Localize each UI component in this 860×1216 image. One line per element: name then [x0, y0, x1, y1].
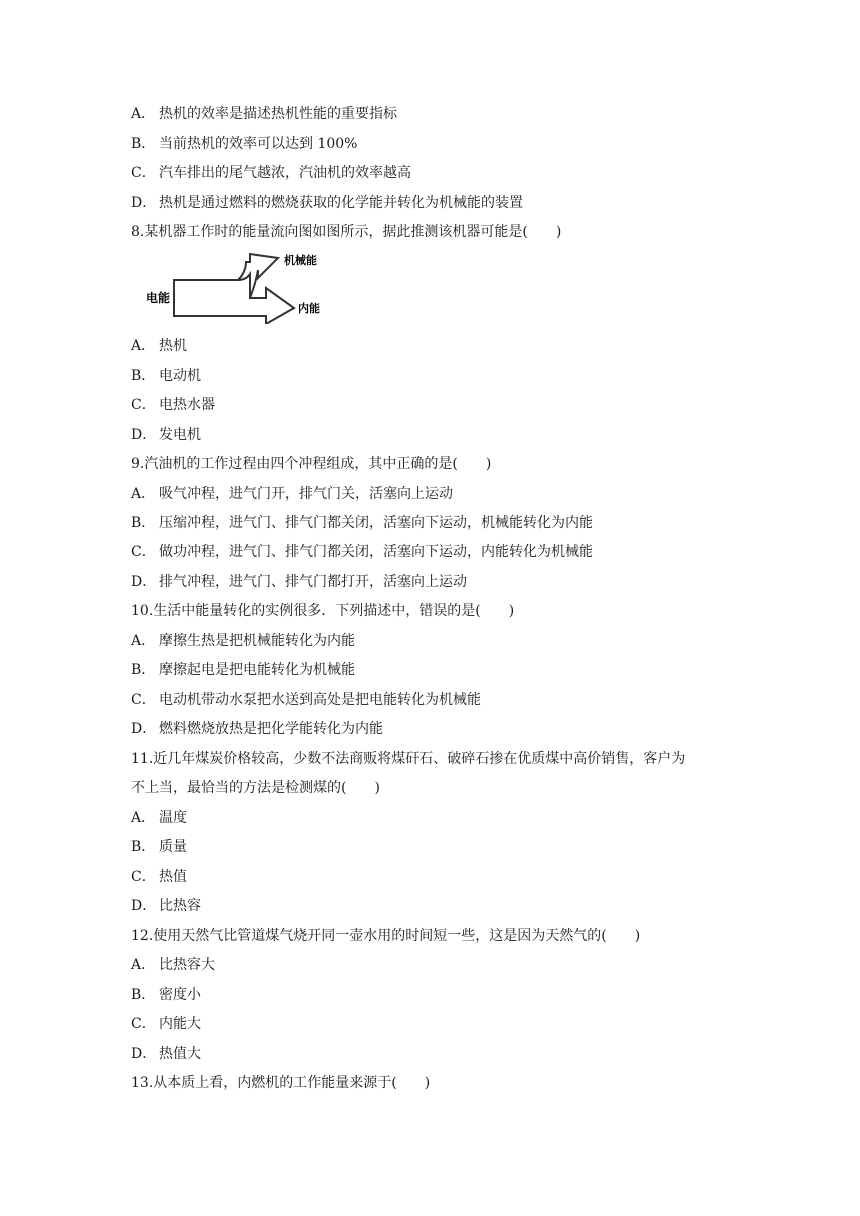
q10-option-d: [131, 719, 383, 739]
q11-option-c: [131, 867, 187, 887]
option-label: D．: [131, 195, 157, 211]
q9-option-a: [131, 484, 453, 504]
option-label: A．: [131, 338, 156, 354]
q7-option-c: [131, 163, 411, 183]
option-text: 热机的效率是描述热机性能的重要指标: [159, 106, 397, 122]
option-label: D．: [131, 1046, 157, 1062]
option-text: 质量: [159, 839, 187, 855]
option-label: B．: [131, 368, 156, 384]
q13-stem: 13.从本质上看，内燃机的工作能量来源于( ): [131, 1075, 431, 1091]
option-text: 内能大: [159, 1016, 201, 1032]
option-text: 发电机: [159, 427, 201, 443]
option-text: 吸气冲程，进气门开，排气门关，活塞向上运动: [159, 486, 453, 502]
q8-option-a: [131, 336, 187, 356]
q7-option-a: [131, 104, 397, 124]
option-label: C．: [131, 869, 156, 885]
option-label: C．: [131, 397, 156, 413]
q11-option-d: [131, 896, 201, 916]
q7-option-d: [131, 193, 523, 213]
option-label: A．: [131, 486, 156, 502]
q9-option-d: [131, 572, 467, 592]
q8-option-b: [131, 366, 201, 386]
option-label: C．: [131, 165, 156, 181]
option-label: C．: [131, 1016, 156, 1032]
option-text: 做功冲程，进气门、排气门都关闭，活塞向下运动，内能转化为机械能: [159, 544, 593, 560]
energy-flow-diagram: [146, 252, 332, 324]
q10-option-a: [131, 631, 355, 651]
option-label: B．: [131, 839, 156, 855]
output-top-label: 机械能: [284, 254, 317, 267]
q11-option-b: [131, 837, 187, 857]
option-text: 排气冲程，进气门、排气门都打开，活塞向上运动: [159, 574, 467, 590]
option-text: 电动机: [159, 368, 201, 384]
option-label: D．: [131, 898, 157, 914]
q9-option-b: [131, 513, 593, 533]
option-label: A．: [131, 633, 156, 649]
q12-stem: 12.使用天然气比管道煤气烧开同一壶水用的时间短一些，这是因为天然气的( ): [131, 928, 641, 944]
internal-energy-arrow: [174, 274, 294, 324]
option-text: 比热容大: [159, 957, 215, 973]
option-text: 温度: [159, 810, 187, 826]
option-text: 热值大: [159, 1046, 201, 1062]
input-energy-label: 电能: [146, 291, 171, 305]
option-label: A．: [131, 810, 156, 826]
q10-option-b: [131, 660, 355, 680]
q10-stem: 10.生活中能量转化的实例很多．下列描述中，错误的是( ): [131, 603, 515, 619]
option-text: 热值: [159, 869, 187, 885]
option-label: A．: [131, 106, 156, 122]
q12-option-d: [131, 1044, 201, 1064]
option-label: C．: [131, 692, 156, 708]
option-text: 密度小: [159, 987, 201, 1003]
q9-stem: 9.汽油机的工作过程由四个冲程组成，其中正确的是( ): [131, 456, 492, 472]
q8-option-d: [131, 425, 201, 445]
option-text: 压缩冲程，进气门、排气门都关闭，活塞向下运动，机械能转化为内能: [159, 515, 593, 531]
option-text: 摩擦起电是把电能转化为机械能: [159, 662, 355, 678]
option-label: A．: [131, 957, 156, 973]
q10-option-c: [131, 690, 481, 710]
option-label: B．: [131, 136, 156, 152]
output-right-label: 内能: [298, 302, 320, 315]
option-text: 燃料燃烧放热是把化学能转化为内能: [159, 721, 383, 737]
q12-option-c: [131, 1014, 201, 1034]
q12-option-b: [131, 985, 201, 1005]
option-label: D．: [131, 574, 157, 590]
q9-option-c: [131, 542, 593, 562]
option-label: B．: [131, 662, 156, 678]
option-label: D．: [131, 427, 157, 443]
q8-option-c: [131, 395, 215, 415]
option-text: 当前热机的效率可以达到 100%: [159, 136, 358, 152]
option-label: D．: [131, 721, 157, 737]
q11-option-a: [131, 808, 187, 828]
option-label: B．: [131, 987, 156, 1003]
q8-stem: 8.某机器工作时的能量流向图如图所示，据此推测该机器可能是( ): [131, 224, 562, 240]
q11-stem-line2: 不上当，最恰当的方法是检测煤的( ): [131, 780, 380, 796]
option-text: 摩擦生热是把机械能转化为内能: [159, 633, 355, 649]
q11-stem-line1: 11.近几年煤炭价格较高，少数不法商贩将煤矸石、破碎石掺在优质煤中高价销售，客户为: [131, 751, 686, 767]
option-text: 汽车排出的尾气越浓，汽油机的效率越高: [159, 165, 411, 181]
q7-option-b: [131, 134, 357, 154]
option-text: 热机: [159, 338, 187, 354]
option-text: 比热容: [159, 898, 201, 914]
option-label: C．: [131, 544, 156, 560]
option-text: 电动机带动水泵把水送到高处是把电能转化为机械能: [159, 692, 481, 708]
q12-option-a: [131, 955, 215, 975]
option-text: 热机是通过燃料的燃烧获取的化学能并转化为机械能的装置: [159, 195, 523, 211]
option-text: 电热水器: [159, 397, 215, 413]
option-label: B．: [131, 515, 156, 531]
